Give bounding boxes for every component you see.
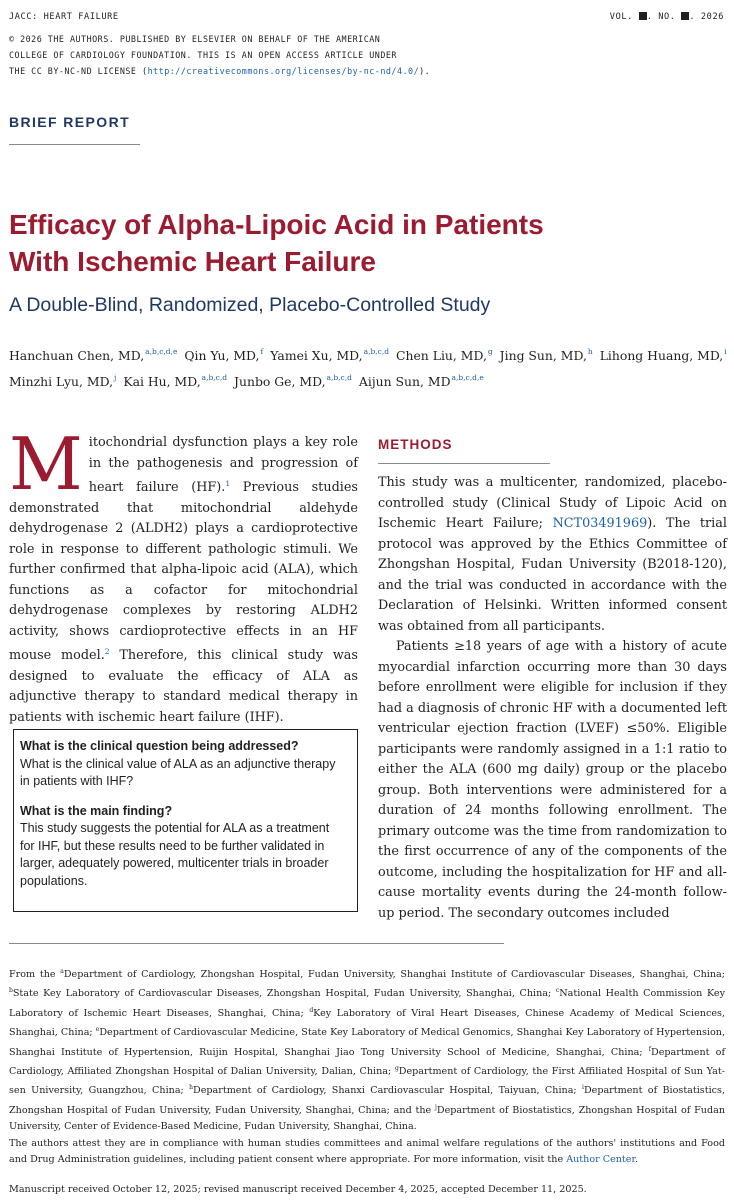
author-list bbox=[9, 341, 729, 393]
reference-link[interactable]: 2 bbox=[104, 647, 110, 656]
methods-divider bbox=[378, 463, 550, 464]
license-link[interactable]: http://creativecommons.org/licenses/by-nc-nd/4.0/ bbox=[147, 66, 420, 76]
clinical-question-heading: What is the clinical question being addressed? bbox=[20, 739, 299, 753]
author[interactable]: Qin Yu, MD,$^f$ bbox=[184, 347, 264, 363]
author[interactable]: Hanchuan Chen, MD,$^{a,b,c,d,e}$ bbox=[9, 347, 178, 363]
section-label: BRIEF REPORT bbox=[9, 114, 131, 130]
drop-cap: M bbox=[9, 422, 83, 506]
author[interactable]: Junbo Ge, MD,$^{a,b,c,d}$ bbox=[234, 373, 352, 389]
footnote-divider bbox=[9, 943, 504, 944]
reference-link[interactable]: 1 bbox=[225, 479, 231, 488]
volume-info bbox=[610, 12, 724, 22]
clinical-question-answer: What is the clinical value of ALA as an adjunctive therapy in patients with IHF? bbox=[20, 756, 336, 788]
title-line: Efficacy of Alpha-Lipoic Acid in Patients bbox=[9, 209, 544, 240]
methods-paragraph: This study was a multicenter, randomized, placebo-controlled study (Clinical Study of Lipoic Acid on Ischemic Heart Failure; NCT03491969). The trial protocol was approved by the Ethics Committee of Zhongshan Hospital, Fudan University (B2018-120), and the trial was conducted in accordance with the Declaration of Helsinki. Written informed consent was obtained from all participants. bbox=[378, 475, 727, 634]
section-divider bbox=[9, 144, 140, 145]
methods-heading: METHODS bbox=[378, 437, 453, 452]
trial-registry-link[interactable]: NCT03491969 bbox=[552, 516, 648, 531]
affiliations-footnote bbox=[9, 964, 725, 1168]
copyright-line: © 2026 THE AUTHORS. PUBLISHED BY ELSEVIER ON BEHALF OF THE AMERICAN bbox=[9, 34, 381, 44]
compliance-statement: The authors attest they are in compliance with human studies committees and animal welfare regulations of the authors' institutions and Food and Drug Administration guidelines, including patient consent where appropriate. For more information, visit the Author Center. bbox=[9, 1137, 725, 1166]
affiliations-text: From the $^a$Department of Cardiology, Zhongshan Hospital, Fudan University, Shanghai Institute of Cardiovascular Diseases, Shanghai, China; $^b$State Key Laboratory of Cardiovascular Diseases, Zhongshan Hospital, Fudan University, Shanghai, China; $^c$National Health Commission Key Laboratory of Ischemic Heart Diseases, Shanghai, China; $^d$Key Laboratory of Viral Heart Diseases, Chinese Academy of Medical Sciences, Shanghai, China; $^e$Department of Cardiovascular Medicine, State Key Laboratory of Medical Genomics, Shanghai Key Laboratory of Hypertension, Shanghai Institute of Hypertension, Ruijin Hospital, Shanghai Jiao Tong University School of Medicine, Shanghai, China; $^f$Department of Cardiology, Affiliated Zhongshan Hospital of Dalian University, Dalian, China; $^g$Department of Cardiology, the First Affiliated Hospital of Sun Yat-sen University, Guangzhou, China; $^h$Department of Cardiology, Shanxi Cardiovascular Hospital, Taiyuan, China; $^i$Department of Biostatistics, Zhongshan Hospital of Fudan University, Fudan University, Shanghai, China; and the $^j$Department of Biostatistics, Zhongshan Hospital of Fudan University, Center of Evidence-Based Medicine, Fudan University, Shanghai, China. bbox=[9, 968, 726, 1133]
introduction-paragraph: Mitochondrial dysfunction plays a key role in the pathogenesis and progression of heart failure (HF).$^1$ Previous studies demonstrated that mitochondrial aldehyde dehydrogenase 2 (ALDH2) plays a cardioprotective role in response to different pathologic stimuli. We further confirmed that alpha-lipoic acid (ALA), which functions as a cofactor for mitochondrial dehydrogenase complexes by restoring ALDH2 activity, shows cardioprotective effects in an HF mouse model.$^2$ Therefore, this clinical study was designed to evaluate the efficacy of ALA as adjunctive therapy to standard medical therapy in patients with ischemic heart failure (IHF). bbox=[9, 422, 358, 725]
author[interactable]: Aijun Sun, MD$^{a,b,c,d,e}$ bbox=[358, 373, 484, 389]
main-finding-heading: What is the main finding? bbox=[20, 803, 173, 818]
journal-name: JACC: HEART FAILURE bbox=[9, 12, 119, 22]
number-prefix: . NO. bbox=[646, 12, 676, 22]
volume-prefix: VOL. bbox=[609, 12, 633, 22]
main-finding-answer: This study suggests the potential for ALA as a treatment for IHF, but these results need to be further validated in larger, adequately powered, multicenter trials in broader populations. bbox=[20, 821, 330, 888]
redacted-volume-mark bbox=[639, 12, 647, 20]
methods-paragraph: Patients ≥18 years of age with a history of acute myocardial infarction occurring more than 30 days before enrollment were eligible for inclusion if they had a diagnosis of chronic HF with a documented left ventricular ejection fraction (LVEF) ≤50%. Eligible participants were randomly assigned in a 1:1 ratio to either the ALA (600 mg daily) group or the placebo group. Both interventions were administered for a duration of 24 months following enrollment. The primary outcome was the time from randomization to the first occurrence of any of the components of the outcome, including the hospitalization for HF and all-cause mortality events during the 24-month follow-up period. The secondary outcomes included bbox=[378, 639, 727, 921]
key-points-box bbox=[13, 729, 358, 912]
author-center-link[interactable]: Author Center bbox=[566, 1154, 636, 1166]
year-suffix: . 2026 bbox=[689, 12, 724, 22]
manuscript-dates: Manuscript received October 12, 2025; revised manuscript received December 4, 2025, accepted December 11, 2025. bbox=[9, 1184, 587, 1195]
copyright-line: COLLEGE OF CARDIOLOGY FOUNDATION. THIS IS AN OPEN ACCESS ARTICLE UNDER bbox=[9, 50, 397, 60]
author[interactable]: Minzhi Lyu, MD,$^j$ bbox=[9, 373, 117, 389]
copyright-notice bbox=[9, 31, 469, 79]
title-line: With Ischemic Heart Failure bbox=[9, 246, 376, 277]
author[interactable]: Yamei Xu, MD,$^{a,b,c,d}$ bbox=[270, 347, 390, 363]
methods-text bbox=[378, 473, 727, 924]
author[interactable]: Jing Sun, MD,$^h$ bbox=[499, 347, 593, 363]
author[interactable]: Kai Hu, MD,$^{a,b,c,d}$ bbox=[123, 373, 228, 389]
article-subtitle: A Double-Blind, Randomized, Placebo-Controlled Study bbox=[9, 294, 491, 316]
author[interactable]: Chen Liu, MD,$^g$ bbox=[396, 347, 493, 363]
author[interactable]: Lihong Huang, MD,$^i$ bbox=[599, 347, 727, 363]
article-title bbox=[9, 206, 709, 280]
copyright-line: THE CC BY-NC-ND LICENSE (http://creativecommons.org/licenses/by-nc-nd/4.0/). bbox=[9, 66, 431, 76]
